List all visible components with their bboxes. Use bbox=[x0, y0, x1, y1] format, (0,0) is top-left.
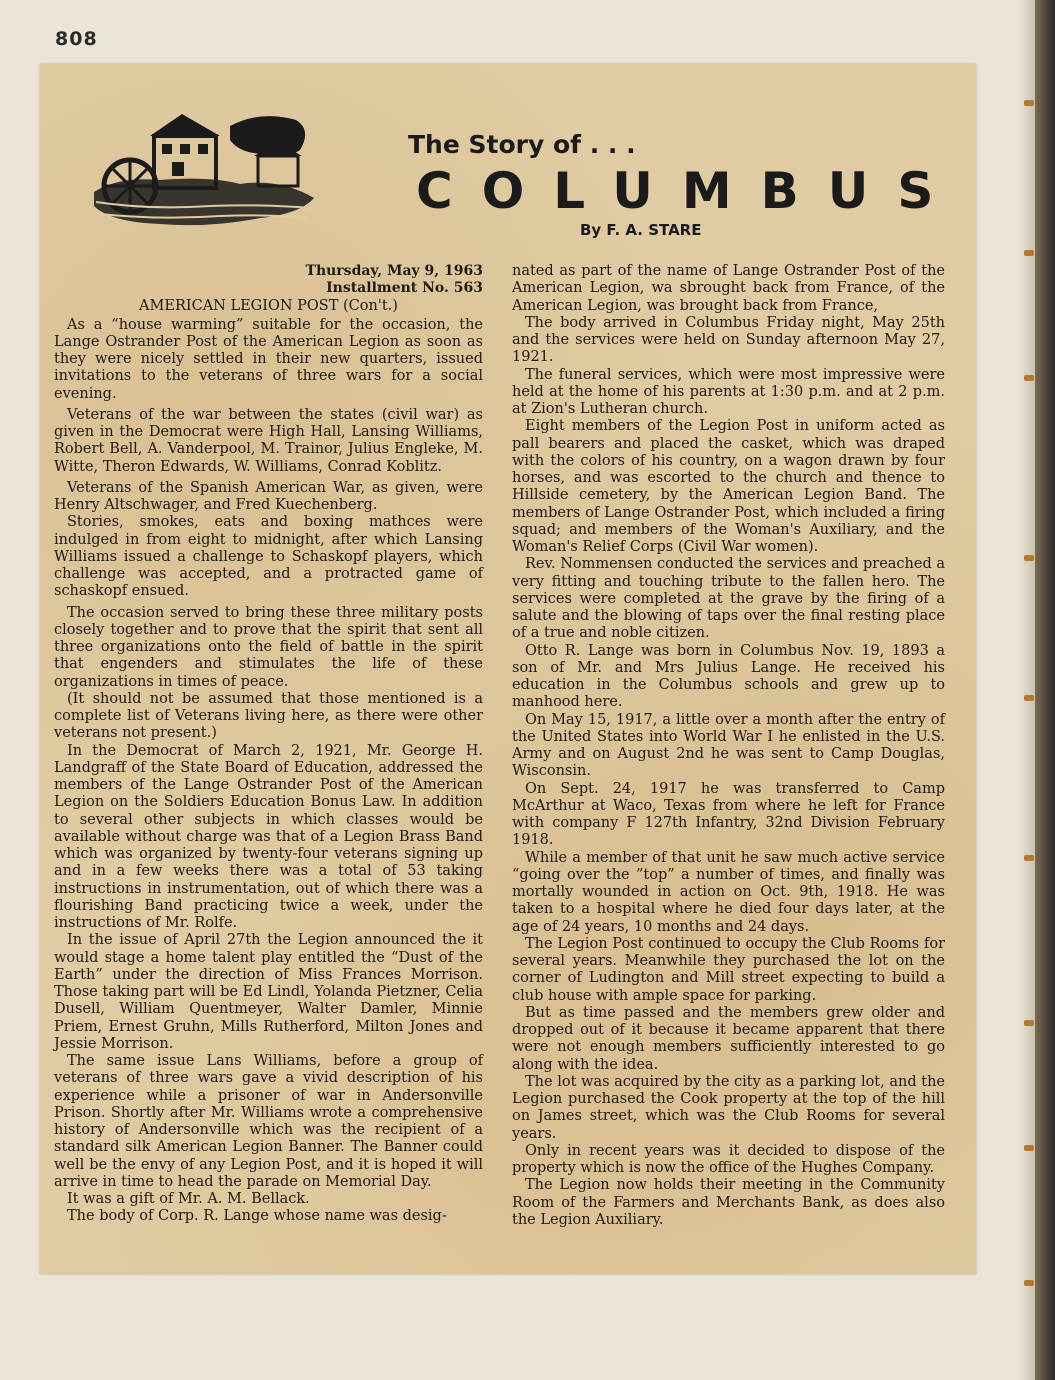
paragraph: Veterans of the war between the states (civil war) as given in the Democrat were High Hall, Lansing Williams, Robert Bell, A. Vanderpool, M. Trainor, Julius Engleke, M. Witte, Theron Edwards, W. Williams, Conrad Koblitz. bbox=[54, 406, 483, 475]
paragraph: The same issue Lans Williams, before a group of veterans of three wars gave a vivid description of his experience while a prisoner of war in Andersonville Prison. Shortly after Mr. Williams wrote a comprehensive history of Andersonville which was the recipient of a standard silk American Legion Banner. The Banner could well be the envy of any Legion Post, and it is hoped it will arrive in time to head the parade on Memorial Day. bbox=[54, 1053, 483, 1190]
binding-ring bbox=[1024, 555, 1034, 561]
paragraph: But as time passed and the members grew older and dropped out of it because it became apparent that there were not enough members sufficiently interested to go along with the idea. bbox=[512, 1004, 945, 1073]
paragraph: The Legion now holds their meeting in the Community Room of the Farmers and Merchants Bank, as does also the Legion Auxiliary. bbox=[512, 1177, 945, 1228]
paragraph: The Legion Post continued to occupy the Club Rooms for several years. Meanwhile they purchased the lot on the corner of Ludington and Mill street expecting to build a club house with ample space for parking. bbox=[512, 935, 945, 1004]
paragraph: The funeral services, which were most impressive were held at the home of his parents at 1:30 p.m. and at 2 p.m. at Zion's Lutheran church. bbox=[512, 366, 945, 417]
paragraph: The body arrived in Columbus Friday night, May 25th and the services were held on Sunday afternoon May 27, 1921. bbox=[512, 314, 945, 366]
paragraph: The occasion served to bring these three military posts closely together and to prove that the spirit that sent all three organizations onto the field of battle in the spirit that engenders and stimulates the life of these organizations in times of peace. bbox=[54, 604, 483, 690]
binding-ring bbox=[1024, 250, 1034, 256]
paragraph: (It should not be assumed that those mentioned is a complete list of Veterans living here, as there were other veterans not present.) bbox=[54, 690, 483, 742]
page-edge bbox=[1035, 0, 1055, 1380]
right-column bbox=[512, 263, 945, 1229]
dateline-date: Thursday, May 9, 1963 bbox=[305, 263, 483, 279]
left-column bbox=[54, 263, 483, 1226]
binding-ring bbox=[1024, 1145, 1034, 1151]
binding-ring bbox=[1024, 375, 1034, 381]
paragraph: In the Democrat of March 2, 1921, Mr. George H. Landgraff of the State Board of Education, addressed the members of the Lange Ostrander Post of the American Legion on the Soldiers Education Bonus Law. In addition to several other subjects in which classes would be available without charge was that of a Legion Brass Band which was organized by twenty-four veterans signing up and in a few weeks there was a total of 53 taking instructions in instrumentation, out of which there was a flourishing Band practicing twice a week, under the instructions of Mr. Rolfe. bbox=[54, 742, 483, 931]
binding-ring bbox=[1024, 695, 1034, 701]
binding-ring bbox=[1024, 1280, 1034, 1286]
paragraph: It was a gift of Mr. A. M. Bellack. bbox=[67, 1191, 310, 1207]
paragraph: Eight members of the Legion Post in uniform acted as pall bearers and placed the casket, which was draped with the colors of his country, on a wagon drawn by four horses, and was escorted to the church and thence to Hillside cemetery, by the American Legion Band. The members of Lange Ostrander Post, which included a firing squad; and members of the Woman's Auxiliary, and the Woman's Relief Corps (Civil War women). bbox=[512, 418, 945, 555]
paragraph: The body of Corp. R. Lange whose name was desig- bbox=[67, 1208, 447, 1225]
paragraph: While a member of that unit he saw much active service “going over the ”top” a number of times, and finally was mortally wounded in action on Oct. 9th, 1918. He was taken to a hospital where he died four days later, at the age of 24 years, 10 months and 24 days. bbox=[512, 849, 945, 935]
paragraph: In the issue of April 27th the Legion announced the it would stage a home talent play entitled the “Dust of the Earth” under the direction of Miss Frances Morrison. Those taking part will be Ed Lindl, Yolanda Pietzner, Celia Dusell, William Quentmeyer, Walter Damler, Minnie Priem, Ernest Gruhn, Mills Rutherford, Milton Jones and Jessie Morrison. bbox=[54, 932, 483, 1052]
paragraph: Otto R. Lange was born in Columbus Nov. 19, 1893 a son of Mr. and Mrs Julius Lange. He received his education in the Columbus schools and grew up to manhood here. bbox=[512, 642, 945, 711]
story-of-heading: The Story of . . . bbox=[408, 130, 636, 159]
paragraph: nated as part of the name of Lange Ostrander Post of the American Legion, wa sbrought back from France, of the American Legion, was brought back from France, bbox=[512, 263, 945, 314]
columbus-title: COLUMBUS bbox=[416, 162, 963, 220]
paragraph: As a “house warming” suitable for the occasion, the Lange Ostrander Post of the American Legion as soon as they were nicely settled in their new quarters, issued invitations to the veterans of three wars for a social evening. bbox=[54, 316, 483, 402]
byline: By F. A. STARE bbox=[580, 221, 702, 239]
paragraph: Stories, smokes, eats and boxing mathces were indulged in from eight to midnight, after which Lansing Williams issued a challenge to Schaskopf players, which challenge was accepted, and a protracted game of schaskopf ensued. bbox=[54, 514, 483, 600]
mill-illustration bbox=[90, 106, 318, 234]
binding-ring bbox=[1024, 100, 1034, 106]
binding-ring bbox=[1024, 1020, 1034, 1026]
paragraph: Rev. Nommensen conducted the services and preached a very fitting and touching tribute to the fallen hero. The services were completed at the grave by the firing of a salute and the blowing of taps over the final resting place of a true and noble citizen. bbox=[512, 556, 946, 642]
binding-strip bbox=[1018, 0, 1035, 1380]
page-number: 808 bbox=[55, 28, 98, 50]
newspaper-clipping bbox=[40, 64, 976, 1274]
paragraph: Only in recent years was it decided to dispose of the property which is now the office of the Hughes Company. bbox=[512, 1142, 945, 1176]
paragraph: Veterans of the Spanish American War, as given, were Henry Altschwager, and Fred Kuechenberg. bbox=[54, 479, 483, 513]
paragraph: On Sept. 24, 1917 he was transferred to Camp McArthur at Waco, Texas from where he left for France with company F 127th Infantry, 32nd Division February 1918. bbox=[512, 780, 945, 849]
paragraph: The lot was acquired by the city as a parking lot, and the Legion purchased the Cook property at the top of the hill on James street, which was the Club Rooms for several years. bbox=[512, 1073, 945, 1142]
paragraph: On May 15, 1917, a little over a month after the entry of the United States into World War I he enlisted in the U.S. Army and on August 2nd he was sent to Camp Douglas, Wisconsin. bbox=[512, 711, 945, 780]
dateline-installment: Installment No. 563 bbox=[326, 280, 483, 296]
section-heading: AMERICAN LEGION POST (Con't.) bbox=[139, 298, 398, 314]
binding-ring bbox=[1024, 855, 1034, 861]
